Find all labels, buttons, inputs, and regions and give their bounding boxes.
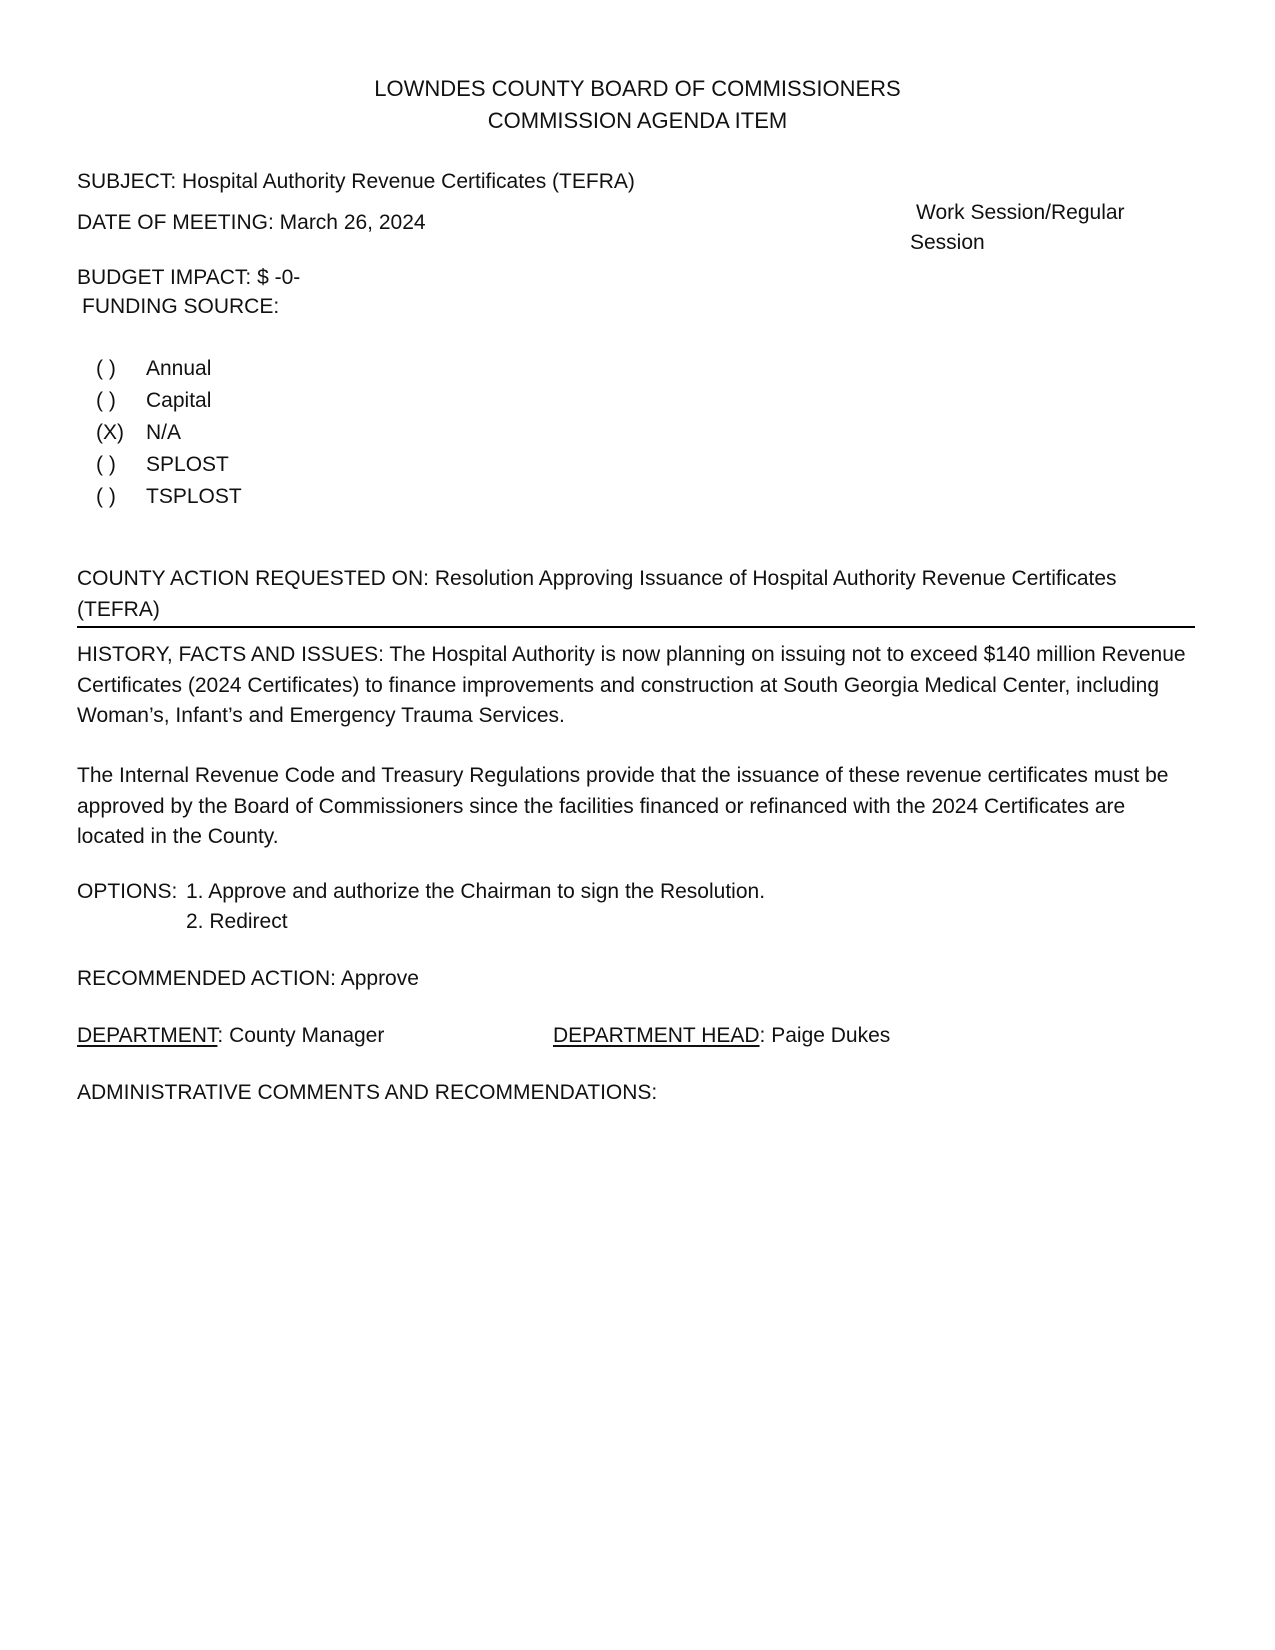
funding-option-label: Annual: [146, 357, 212, 380]
checkbox-mark: ( ): [96, 485, 116, 508]
meeting-date-field: [77, 211, 426, 235]
recommended-action-label: RECOMMENDED ACTION:: [77, 967, 337, 990]
department-head-value: : Paige Dukes: [759, 1024, 891, 1047]
option-item-2: 2. Redirect: [186, 910, 288, 933]
session-type-line1: Work Session/Regular: [916, 201, 1125, 224]
funding-option-annual: [96, 357, 211, 381]
funding-source-label: FUNDING SOURCE:: [82, 295, 280, 318]
budget-impact-value: $ -0-: [257, 266, 301, 289]
funding-option-label: TSPLOST: [146, 485, 242, 508]
department-value: : County Manager: [217, 1024, 385, 1047]
department-head-field: [553, 1024, 890, 1048]
recommended-action-value: Approve: [340, 967, 419, 990]
funding-option-capital: [96, 389, 211, 413]
funding-option-tsplost: [96, 485, 242, 509]
subject-field: [77, 170, 635, 194]
meeting-date-label: DATE OF MEETING:: [77, 211, 274, 234]
budget-impact-label: BUDGET IMPACT:: [77, 266, 252, 289]
meeting-date-value: March 26, 2024: [279, 211, 426, 234]
checkbox-mark: ( ): [96, 389, 116, 412]
irc-paragraph: The Internal Revenue Code and Treasury Regulations provide that the issuance of these revenue certificates must be approved by the Board of Commissioners since the facilities financed or refinanced with the 2024 Certificates are located in the County.: [77, 764, 1169, 848]
checkbox-mark: ( ): [96, 453, 116, 476]
department-field: [77, 1024, 384, 1048]
section-divider: [77, 626, 1195, 628]
department-label: DEPARTMENT: [77, 1024, 218, 1047]
funding-option-splost: [96, 453, 229, 477]
subject-value: Hospital Authority Revenue Certificates (TEFRA): [182, 170, 635, 193]
options-label: OPTIONS:: [77, 880, 178, 903]
budget-impact-field: [77, 266, 300, 290]
funding-option-na: [96, 421, 181, 445]
funding-option-label: N/A: [146, 421, 182, 444]
action-requested-value: Resolution Approving Issuance of Hospital Authority Revenue Certificates (TEFRA): [77, 567, 1117, 621]
action-requested-label: COUNTY ACTION REQUESTED ON:: [77, 567, 429, 590]
subject-label: SUBJECT:: [77, 170, 177, 193]
funding-option-label: SPLOST: [146, 453, 229, 476]
checkbox-mark: (X): [96, 421, 124, 444]
option-item-1: 1. Approve and authorize the Chairman to sign the Resolution.: [186, 880, 766, 903]
admin-comments-label: ADMINISTRATIVE COMMENTS AND RECOMMENDATIONS:: [77, 1081, 658, 1104]
checkbox-mark: ( ): [96, 357, 116, 380]
action-requested-field: [77, 564, 1197, 625]
history-paragraph: [77, 640, 1197, 732]
recommended-action-field: [77, 967, 419, 991]
session-type-line2: Session: [910, 231, 985, 254]
options-field: [77, 880, 177, 904]
history-label: HISTORY, FACTS AND ISSUES:: [77, 643, 384, 666]
document-subtitle: COMMISSION AGENDA ITEM: [487, 108, 788, 133]
history-text: The Hospital Authority is now planning on issuing not to exceed $140 million Revenue Certificates (2024 Certificates) to finance improvements and construction at South Georgia Medical Center, including Woman’s, Infant’s and Emergency Trauma Services.: [77, 643, 1186, 727]
funding-option-label: Capital: [146, 389, 212, 412]
document-title: LOWNDES COUNTY BOARD OF COMMISSIONERS: [374, 76, 901, 101]
department-head-label: DEPARTMENT HEAD: [553, 1024, 760, 1047]
